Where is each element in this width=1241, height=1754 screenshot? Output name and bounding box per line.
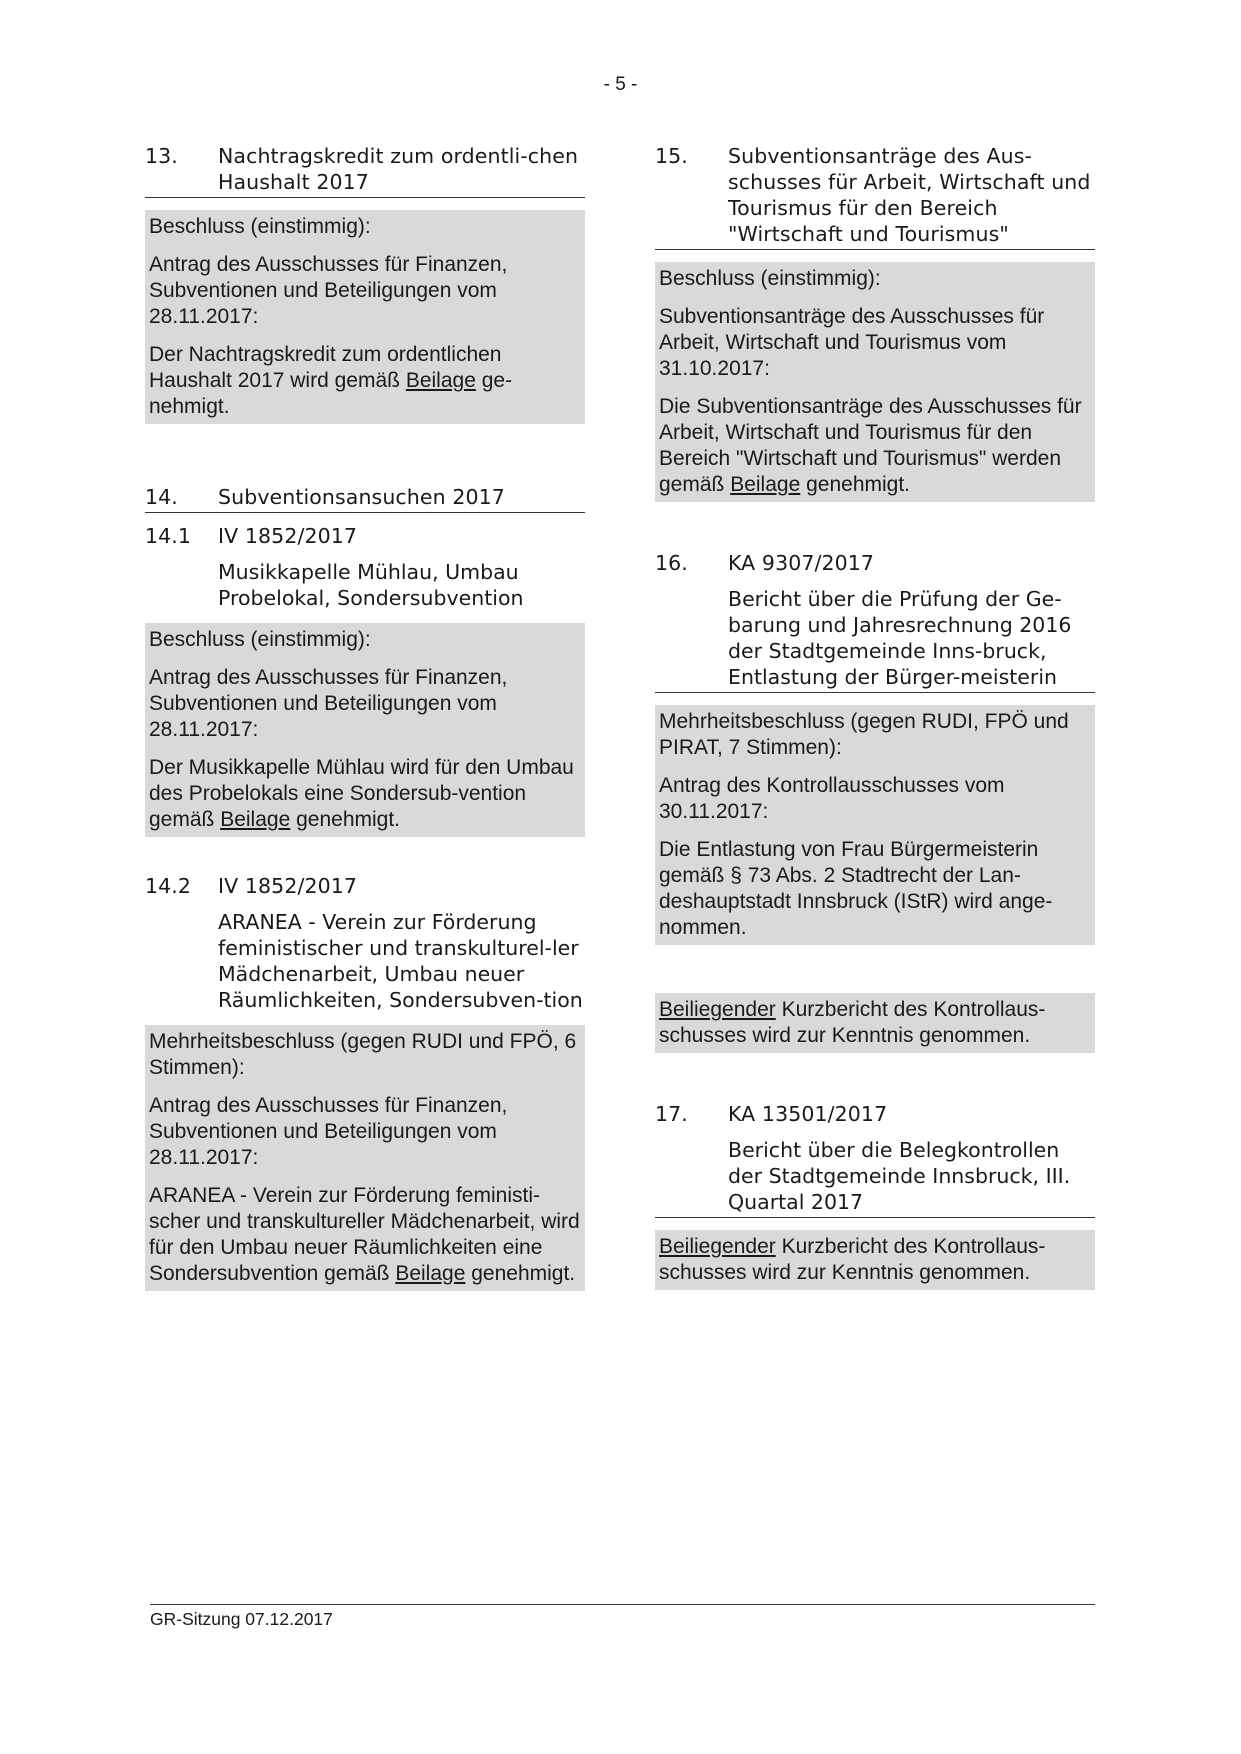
section-14-1 (145, 523, 585, 837)
attachment-link[interactable]: Beilage (730, 473, 801, 496)
section-13 (145, 143, 585, 424)
section-subtitle: Bericht über die Belegkontrollen der Stadtgemeinde Innsbruck, III. Quartal 2017 (655, 1137, 1095, 1218)
attachment-link[interactable]: Beilage (220, 808, 291, 831)
resolution-text: ARANEA - Verein zur Förderung feministi-scher und transkultureller Mädchenarbeit, wird für den Umbau neuer Räumlichkeiten eine Sondersubvention gemäß Beilage genehmigt. (149, 1184, 580, 1285)
decision-type: Mehrheitsbeschluss (gegen RUDI, FPÖ und PIRAT, 7 Stimmen): (659, 710, 1069, 759)
section-15-heading (655, 143, 1095, 250)
section-number: 13. (145, 144, 178, 168)
decision-box (145, 210, 585, 424)
section-14-2 (145, 873, 585, 1291)
section-14-1-heading (145, 523, 585, 549)
note-text: Beiliegender Kurzbericht des Kontrollaus-schusses wird zur Kenntnis genommen. (659, 1235, 1046, 1284)
note-box (655, 1230, 1095, 1290)
attachment-link[interactable]: Beilage (405, 369, 476, 392)
section-subtitle: Bericht über die Prüfung der Ge-barung und Jahresrechnung 2016 der Stadtgemeinde Inns-bruck, Entlastung der Bürger-meisterin (655, 586, 1095, 693)
decision-type: Beschluss (einstimmig): (149, 628, 371, 651)
motion-text: Antrag des Ausschusses für Finanzen, Subventionen und Beteiligungen vom 28.11.2017: (149, 253, 508, 328)
reference-number: IV 1852/2017 (218, 874, 358, 898)
section-title: Nachtragskredit zum ordentli-chen Haushalt 2017 (218, 144, 579, 194)
resolution-text: Die Entlastung von Frau Bürgermeisterin gemäß § 73 Abs. 2 Stadtrecht der Lan-deshauptstadt Innsbruck (IStR) wird ange-nommen. (659, 838, 1053, 939)
section-16 (655, 550, 1095, 1053)
decision-type: Mehrheitsbeschluss (gegen RUDI und FPÖ, 6 Stimmen): (149, 1030, 577, 1079)
decision-box (145, 1025, 585, 1291)
right-column (655, 143, 1095, 1290)
section-number: 14. (145, 485, 178, 509)
resolution-text: Der Nachtragskredit zum ordentlichen Haushalt 2017 wird gemäß Beilage ge-nehmigt. (149, 343, 513, 418)
section-subtitle: Musikkapelle Mühlau, Umbau Probelokal, Sondersubvention (218, 560, 524, 610)
section-14-heading (145, 484, 585, 513)
section-number: 14.2 (145, 874, 192, 898)
section-16-heading (655, 550, 1095, 576)
section-title: Subventionsansuchen 2017 (218, 485, 505, 509)
section-17-heading (655, 1101, 1095, 1127)
section-number: 14.1 (145, 524, 192, 548)
decision-box (145, 623, 585, 837)
left-column (145, 143, 585, 1291)
section-13-heading (145, 143, 585, 198)
page-footer: GR-Sitzung 07.12.2017 (150, 1604, 1095, 1630)
motion-text: Subventionsanträge des Ausschusses für Arbeit, Wirtschaft und Tourismus vom 31.10.2017: (659, 305, 1045, 380)
note-box (655, 993, 1095, 1053)
motion-text: Antrag des Ausschusses für Finanzen, Subventionen und Beteiligungen vom 28.11.2017: (149, 1094, 508, 1169)
resolution-text: Die Subventionsanträge des Ausschusses für Arbeit, Wirtschaft und Tourismus für den Bereich "Wirtschaft und Tourismus" werden gemäß Beilage genehmigt. (659, 395, 1082, 496)
reference-number: KA 13501/2017 (728, 1102, 888, 1126)
section-14 (145, 484, 585, 513)
decision-box (655, 705, 1095, 945)
reference-number: KA 9307/2017 (728, 551, 875, 575)
decision-type: Beschluss (einstimmig): (659, 267, 881, 290)
page-number: - 5 - (603, 74, 638, 95)
section-subtitle: ARANEA - Verein zur Förderung feministischer und transkulturel-ler Mädchenarbeit, Umbau neuer Räumlichkeiten, Sondersubven-tion (218, 910, 583, 1012)
motion-text: Antrag des Kontrollausschusses vom 30.11.2017: (659, 774, 1005, 823)
section-15 (655, 143, 1095, 502)
decision-box (655, 262, 1095, 502)
section-number: 15. (655, 144, 688, 168)
section-14-2-heading (145, 873, 585, 899)
section-number: 16. (655, 551, 688, 575)
resolution-text: Der Musikkapelle Mühlau wird für den Umbau des Probelokals eine Sondersub-vention gemäß Beilage genehmigt. (149, 756, 574, 831)
section-number: 17. (655, 1102, 688, 1126)
note-text: Beiliegender Kurzbericht des Kontrollaus-schusses wird zur Kenntnis genommen. (659, 998, 1046, 1047)
decision-type: Beschluss (einstimmig): (149, 215, 371, 238)
section-title: Subventionsanträge des Aus-schusses für Arbeit, Wirtschaft und Tourismus für den Bereich "Wirtschaft und Tourismus" (728, 144, 1091, 246)
motion-text: Antrag des Ausschusses für Finanzen, Subventionen und Beteiligungen vom 28.11.2017: (149, 666, 508, 741)
attachment-link[interactable]: Beiliegender (659, 998, 776, 1021)
attachment-link[interactable]: Beilage (395, 1262, 466, 1285)
section-17 (655, 1101, 1095, 1290)
attachment-link[interactable]: Beiliegender (659, 1235, 776, 1258)
reference-number: IV 1852/2017 (218, 524, 358, 548)
